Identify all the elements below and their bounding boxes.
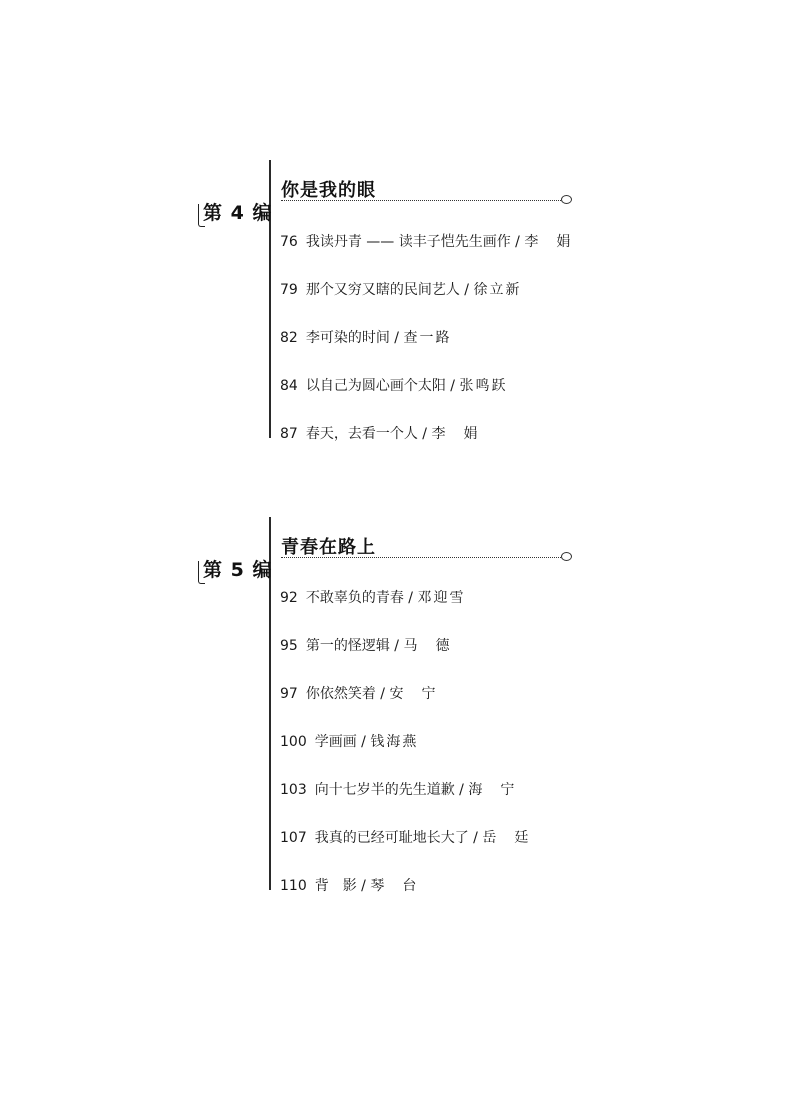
section-title: 你是我的眼 <box>281 180 376 201</box>
toc-entry[interactable]: 92 不敢辜负的青春 / 邓迎雪 <box>280 590 466 606</box>
toc-entry[interactable]: 82 李可染的时间 / 查一路 <box>280 330 452 346</box>
dotted-rule <box>281 557 561 558</box>
toc-entry[interactable]: 79 那个又穷又瞎的民间艺人 / 徐立新 <box>280 282 522 298</box>
toc-entry[interactable]: 110 背 影 / 琴 台 <box>280 878 419 894</box>
toc-entry[interactable]: 95 第一的怪逻辑 / 马 德 <box>280 638 452 654</box>
toc-entry[interactable]: 100 学画画 / 钱海燕 <box>280 734 419 750</box>
loop-ornament-icon <box>561 552 572 561</box>
part-label: 第 4 编 <box>198 201 274 225</box>
toc-entry[interactable]: 87 春天，去看一个人 / 李 娟 <box>280 426 480 442</box>
toc-entry[interactable]: 107 我真的已经可耻地长大了 / 岳 廷 <box>280 830 531 846</box>
toc-entry[interactable]: 84 以自己为圆心画个太阳 / 张鸣跃 <box>280 378 508 394</box>
toc-entry[interactable]: 103 向十七岁半的先生道歉 / 海 宁 <box>280 782 517 798</box>
part-label: 第 5 编 <box>198 558 274 582</box>
part-bracket <box>198 561 205 584</box>
section-title: 青春在路上 <box>281 537 376 558</box>
toc-entry[interactable]: 97 你依然笑着 / 安 宁 <box>280 686 438 702</box>
toc-entry[interactable]: 76 我读丹青 —— 读丰子恺先生画作 / 李 娟 <box>280 234 573 250</box>
